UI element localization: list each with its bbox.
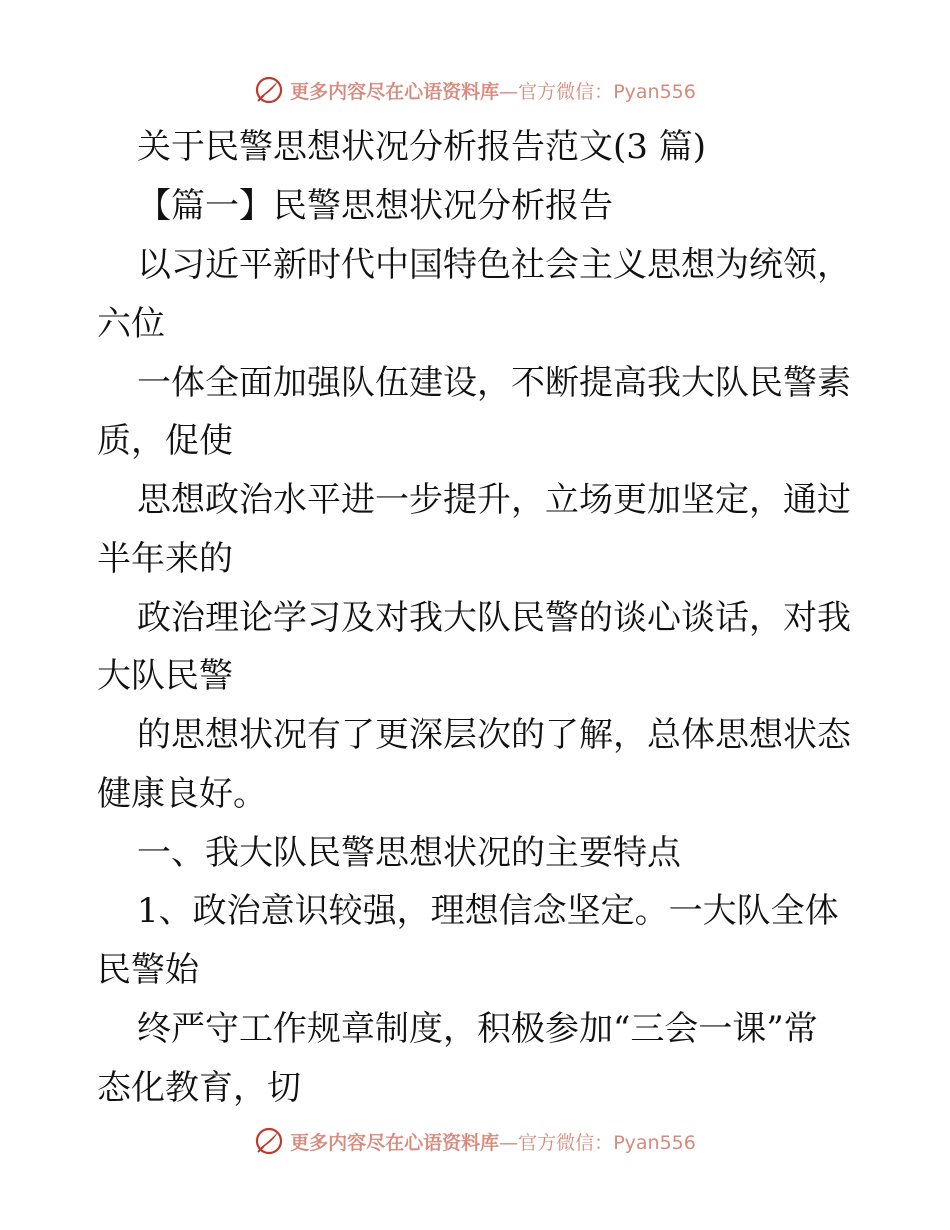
watermark-id: Pyan556 (613, 1131, 696, 1154)
watermark-text: 更多内容尽在心语资料库 (290, 1131, 500, 1154)
watermark-id: Pyan556 (613, 80, 696, 103)
text-line: 半年来的 (97, 539, 233, 579)
watermark-dash: — (499, 80, 519, 103)
subsection-heading: 一、我大队民警思想状况的主要特点 (137, 833, 681, 873)
text-line: 终严守工作规章制度，积极参加“三会一课”常 (137, 1009, 818, 1049)
text-line: 一体全面加强队伍建设，不断提高我大队民警素 (137, 363, 851, 403)
text-line: 思想政治水平进一步提升，立场更加坚定，通过 (137, 480, 851, 520)
text-line: 的思想状况有了更深层次的了解，总体思想状态 (137, 715, 851, 755)
watermark-dash: — (499, 1131, 519, 1154)
document-title: 关于民警思想状况分析报告范文(3 篇) (137, 127, 706, 167)
text-line: 大队民警 (97, 656, 233, 696)
text-line: 民警始 (97, 950, 199, 990)
text-line: 六位 (97, 304, 165, 344)
section-heading: 【篇一】民警思想状况分析报告 (137, 186, 613, 226)
watermark-text: 更多内容尽在心语资料库 (290, 80, 500, 103)
footer-watermark (0, 1123, 950, 1159)
text-line: 态化教育，切 (97, 1068, 301, 1108)
text-line: 政治理论学习及对我大队民警的谈心谈话，对我 (137, 598, 851, 638)
watermark-label: 官方微信： (518, 80, 614, 103)
text-line: 质，促使 (97, 421, 233, 461)
feather-pen-logo-icon (254, 1126, 284, 1156)
watermark-label: 官方微信： (518, 1131, 614, 1154)
text-line: 以习近平新时代中国特色社会主义思想为统领， (137, 245, 851, 285)
text-line: 健康良好。 (97, 774, 267, 814)
text-line: 1、政治意识较强，理想信念坚定。一大队全体 (137, 891, 839, 931)
